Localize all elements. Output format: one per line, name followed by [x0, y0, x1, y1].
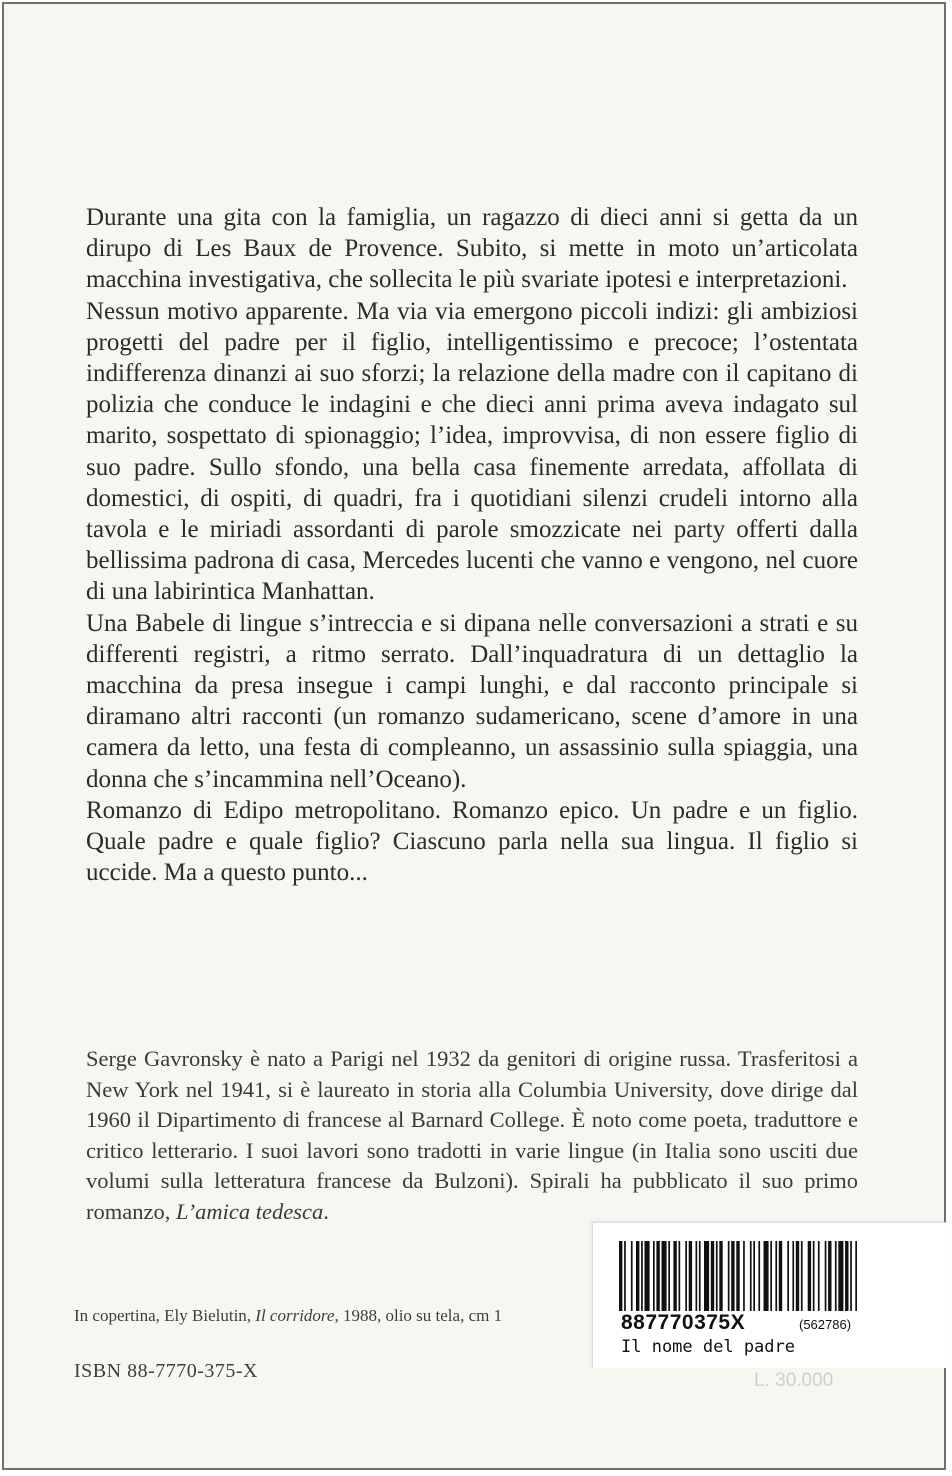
cover-credit-prefix: In copertina, Ely Bielutin, — [74, 1306, 256, 1325]
barcode-bar — [825, 1241, 827, 1311]
sticker-reference: (562786) — [799, 1317, 852, 1332]
barcode-bar — [716, 1241, 718, 1311]
barcode-bar — [731, 1241, 734, 1311]
barcode-bar — [753, 1241, 755, 1311]
barcode-bar — [656, 1241, 659, 1311]
barcode-bar — [792, 1241, 794, 1311]
barcode-bar — [770, 1241, 772, 1311]
isbn: ISBN 88-7770-375-X — [74, 1360, 258, 1382]
barcode-bar — [689, 1241, 692, 1311]
barcode-bar — [653, 1241, 655, 1311]
cover-credit-suffix: , 1988, olio su tela, cm 1 — [334, 1306, 503, 1325]
cover-artwork-title: Il corridore — [255, 1306, 335, 1325]
barcode-bar — [855, 1241, 857, 1311]
author-previous-novel: L’amica tedesca — [175, 1198, 324, 1224]
barcode-bar — [808, 1241, 811, 1311]
price: L. 30.000 — [754, 1370, 834, 1391]
barcode-bar — [758, 1241, 760, 1311]
synopsis-paragraph-2: Nessun motivo apparente. Ma via via emergono piccoli indizi: gli ambiziosi progetti del padre per il figlio, intelligentissimo e precoce; l’ostentata indifferenza dinanzi ai suo sforzi; la relazione della madre con il capitano di polizia che conduce le indagini e che dieci anni prima aveva indagato sul marito, sospettato di spionaggio; l’idea, improvvisa, di non essere figlio di suo padre. Sullo sfondo, una bella casa finemente arredata, affollata di domestici, di ospiti, di quadri, fra i quotidiani silenzi crudeli intorno alla tavola e le miriadi assordanti di parole smozzicate nei party offerti dalla bellissima padrona di casa, Mercedes lucenti che vanno e vengono, nel cuore di una labirintica Manhattan. — [86, 297, 858, 606]
barcode-bar — [624, 1241, 626, 1311]
sticker-code: 887770375X — [621, 1311, 746, 1334]
barcode-bar — [850, 1241, 852, 1311]
barcode-bar — [828, 1241, 831, 1311]
barcode-bar — [736, 1241, 739, 1311]
barcode-bar — [813, 1241, 815, 1311]
barcode-bar — [787, 1241, 789, 1311]
barcode-bar — [696, 1241, 698, 1311]
synopsis-paragraph-1: Durante una gita con la famiglia, un ragazzo di dieci anni si getta da un dirupo di Les Baux de Provence. Subito, si mette in moto un’articolata macchina investigativa, che sollecita le più svariate ipotesi e interpretazioni. — [86, 204, 858, 294]
barcode-bar — [838, 1241, 843, 1311]
barcode-bar — [845, 1241, 848, 1311]
barcode-bar — [728, 1241, 730, 1311]
barcode-bar — [668, 1241, 670, 1311]
barcode-bar — [679, 1241, 681, 1311]
barcode-bar — [631, 1241, 633, 1311]
synopsis — [86, 202, 858, 888]
barcode-bar — [645, 1241, 650, 1311]
author-bio-text: Serge Gavronsky è nato a Parigi nel 1932 da genitori di origine russa. Trasferitosi a New York nel 1941, si è laureato in storia alla Columbia University, dove dirige dal 1960 il Dipartimento di francese al Barnard College. È noto come poeta, traduttore e critico letterario. I suoi lavori sono tradotti in varie lingue (in Italia sono usciti due volumi sulla letteratura francese da Bulzoni). Spirali ha pubblicato il suo primo romanzo, — [86, 1046, 858, 1224]
barcode-bar — [796, 1241, 799, 1311]
cover-credit — [74, 1306, 502, 1326]
barcode-bar — [779, 1241, 782, 1311]
barcode-bar — [673, 1241, 676, 1311]
barcode-bar — [835, 1241, 837, 1311]
author-bio — [86, 1044, 858, 1228]
barcode-bar — [711, 1241, 714, 1311]
barcode-bar — [636, 1241, 639, 1311]
barcode-bar — [750, 1241, 752, 1311]
barcode-bar — [764, 1241, 769, 1311]
barcode-bar — [662, 1241, 667, 1311]
barcode-bar — [818, 1241, 820, 1311]
barcode-image — [619, 1241, 927, 1311]
sticker-title: Il nome del padre — [621, 1337, 795, 1357]
author-bio-end: . — [323, 1198, 329, 1224]
barcode-bar — [743, 1241, 745, 1311]
barcode-bar — [699, 1241, 701, 1311]
barcode-bar — [704, 1241, 709, 1311]
synopsis-paragraph-3: Una Babele di lingue s’intreccia e si dipana nelle conversazioni a strati e su differenti registri, a ritmo serrato. Dall’inquadratura di un dettaglio la macchina da presa insegue i campi lunghi, e dal racconto principale si diramano altri racconti (un romanzo sudamericano, scene d’amore in una camera da letto, una festa di compleanno, un assassinio sulla spiaggia, una donna che s’incammina nell’Oceano). — [86, 609, 858, 793]
barcode-bar — [775, 1241, 777, 1311]
synopsis-paragraph-4: Romanzo di Edipo metropolitano. Romanzo epico. Un padre e un figlio. Quale padre e quale figlio? Ciascuno parla nella sua lingua. Il figlio si uccide. Ma a questo punto... — [86, 796, 858, 887]
barcode-bar — [719, 1241, 722, 1311]
barcode-bar — [619, 1241, 622, 1311]
barcode-bar — [641, 1241, 643, 1311]
barcode-bar — [801, 1241, 803, 1311]
barcode-sticker — [592, 1222, 947, 1368]
barcode-bar — [685, 1241, 687, 1311]
